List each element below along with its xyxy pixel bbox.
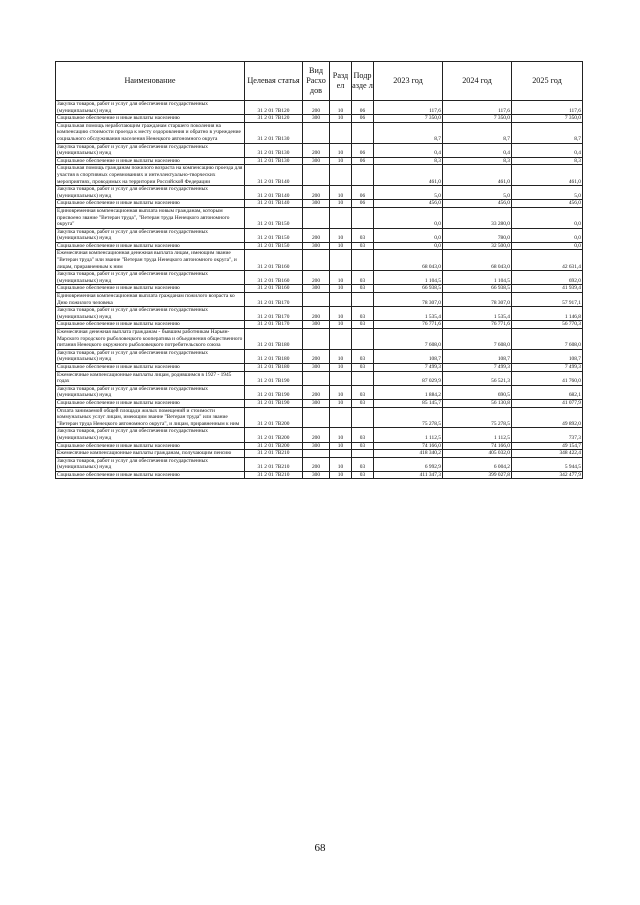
row-name-cell: Социальное обеспечение и иные выплаты населению — [56, 363, 245, 371]
row-target-cell: 31 2 01 7В160 — [245, 271, 303, 285]
row-2024-cell: 68 043,0 — [443, 250, 512, 271]
row-2023-cell: 85 145,7 — [374, 399, 443, 407]
row-name-cell: Закупка товаров, работ и услуг для обеспечения государственных (муниципальных) нужд — [56, 101, 245, 115]
row-razdel-cell: 10 — [330, 363, 352, 371]
row-2024-cell: 1 112,5 — [443, 428, 512, 442]
row-name-cell: Социальное обеспечение и иные выплаты населению — [56, 285, 245, 293]
row-2025-cell: 348 422,4 — [512, 450, 583, 458]
row-vid-cell: 200 — [303, 428, 330, 442]
row-2023-cell: 461,0 — [374, 165, 443, 186]
row-name-cell: Ежемесячная денежная выплата гражданам - бывшим работникам Нарьян-Марского городского рыболовецкого кооператива и объединения общественного питания Ненецкого окружного рыболовецкого потребительского союза — [56, 329, 245, 350]
row-2023-cell: 1 112,5 — [374, 428, 443, 442]
row-2025-cell: 41 939,4 — [512, 285, 583, 293]
table-row — [56, 143, 583, 157]
row-vid-cell: 200 — [303, 101, 330, 115]
row-2023-cell: 8,7 — [374, 122, 443, 143]
row-2025-cell: 737,3 — [512, 428, 583, 442]
header-name: Наименование — [56, 62, 245, 101]
row-razdel-cell: 10 — [330, 242, 352, 250]
row-2023-cell: 1 535,4 — [374, 307, 443, 321]
row-target-cell: 31 2 01 7В150 — [245, 207, 303, 228]
row-2024-cell: 405 032,0 — [443, 450, 512, 458]
table-row — [56, 271, 583, 285]
row-razdel-cell: 10 — [330, 271, 352, 285]
row-target-cell: 31 2 01 7В130 — [245, 143, 303, 157]
row-vid-cell: 300 — [303, 115, 330, 123]
row-vid-cell — [303, 207, 330, 228]
row-target-cell: 31 2 01 7В210 — [245, 450, 303, 458]
row-2025-cell: 117,6 — [512, 101, 583, 115]
table-row — [56, 307, 583, 321]
row-name-cell: Социальное обеспечение и иные выплаты населению — [56, 200, 245, 208]
row-target-cell: 31 2 01 7В170 — [245, 321, 303, 329]
row-podrazdel-cell: 06 — [352, 200, 374, 208]
row-razdel-cell: 10 — [330, 399, 352, 407]
row-razdel-cell — [330, 371, 352, 385]
table-row — [56, 122, 583, 143]
row-vid-cell: 200 — [303, 143, 330, 157]
row-2023-cell: 0,0 — [374, 242, 443, 250]
row-razdel-cell — [330, 207, 352, 228]
row-2023-cell: 411 347,3 — [374, 471, 443, 479]
row-name-cell: Закупка товаров, работ и услуг для обеспечения государственных (муниципальных) нужд — [56, 385, 245, 399]
table-row — [56, 165, 583, 186]
row-2024-cell: 7 499,3 — [443, 363, 512, 371]
row-name-cell: Закупка товаров, работ и услуг для обеспечения государственных (муниципальных) нужд — [56, 428, 245, 442]
table-row — [56, 363, 583, 371]
header-2024: 2024 год — [443, 62, 512, 101]
row-2024-cell: 7 608,0 — [443, 329, 512, 350]
row-2023-cell: 7 608,0 — [374, 329, 443, 350]
row-podrazdel-cell: 03 — [352, 285, 374, 293]
row-vid-cell: 200 — [303, 271, 330, 285]
row-2025-cell: 7 350,0 — [512, 115, 583, 123]
table-row — [56, 399, 583, 407]
table-row — [56, 228, 583, 242]
row-2025-cell: 0,4 — [512, 143, 583, 157]
row-vid-cell: 200 — [303, 349, 330, 363]
row-target-cell: 31 2 01 7В180 — [245, 349, 303, 363]
row-target-cell: 31 2 01 7В120 — [245, 101, 303, 115]
row-target-cell: 31 2 01 7В160 — [245, 285, 303, 293]
row-name-cell: Социальное обеспечение и иные выплаты населению — [56, 442, 245, 450]
header-2025: 2025 год — [512, 62, 583, 101]
row-2024-cell: 76 771,6 — [443, 321, 512, 329]
row-name-cell: Ежемесячная компенсационная денежная выплата лицам, имеющим звание "Ветеран труда" или звание "Ветеран труда Ненецкого автономного округа", и лицам, приравненным к ним — [56, 250, 245, 271]
row-2025-cell: 461,0 — [512, 165, 583, 186]
row-name-cell: Социальное обеспечение и иные выплаты населению — [56, 242, 245, 250]
row-podrazdel-cell: 03 — [352, 242, 374, 250]
row-podrazdel-cell — [352, 407, 374, 428]
row-2024-cell: 56 130,8 — [443, 399, 512, 407]
row-name-cell: Ежемесячные компенсационные выплаты лицам, родившимся в 1927 - 1945 годах — [56, 371, 245, 385]
row-podrazdel-cell — [352, 250, 374, 271]
row-name-cell: Социальное обеспечение и иные выплаты населению — [56, 471, 245, 479]
row-target-cell: 31 2 01 7В160 — [245, 250, 303, 271]
table-row — [56, 428, 583, 442]
row-razdel-cell: 10 — [330, 186, 352, 200]
row-2024-cell: 1 535,4 — [443, 307, 512, 321]
row-vid-cell: 300 — [303, 471, 330, 479]
row-podrazdel-cell — [352, 371, 374, 385]
header-target: Целевая статья — [245, 62, 303, 101]
row-name-cell: Закупка товаров, работ и услуг для обеспечения государственных (муниципальных) нужд — [56, 186, 245, 200]
row-name-cell: Социальная помощь неработающим гражданам старшего поколения на компенсацию стоимости проезда к месту оздоровления и обратно в учреждение социального обслуживания населения Ненецкого автономного округа — [56, 122, 245, 143]
table-row — [56, 321, 583, 329]
row-2023-cell: 117,6 — [374, 101, 443, 115]
row-2023-cell: 76 771,6 — [374, 321, 443, 329]
row-2024-cell: 32 500,0 — [443, 242, 512, 250]
row-razdel-cell — [330, 407, 352, 428]
row-2025-cell: 7 608,0 — [512, 329, 583, 350]
row-razdel-cell: 10 — [330, 228, 352, 242]
row-razdel-cell: 10 — [330, 442, 352, 450]
row-target-cell: 31 2 01 7В190 — [245, 399, 303, 407]
row-2023-cell: 6 992,9 — [374, 457, 443, 471]
row-2023-cell: 0,4 — [374, 143, 443, 157]
table-row — [56, 157, 583, 165]
row-2025-cell: 0,0 — [512, 228, 583, 242]
row-razdel-cell — [330, 250, 352, 271]
row-2023-cell: 75 278,5 — [374, 407, 443, 428]
row-2024-cell: 0,4 — [443, 143, 512, 157]
row-target-cell: 31 2 01 7В190 — [245, 385, 303, 399]
row-2025-cell: 8,7 — [512, 122, 583, 143]
row-2024-cell: 461,0 — [443, 165, 512, 186]
row-razdel-cell: 10 — [330, 428, 352, 442]
row-vid-cell — [303, 293, 330, 307]
row-2023-cell: 68 043,0 — [374, 250, 443, 271]
row-target-cell: 31 2 01 7В140 — [245, 186, 303, 200]
row-podrazdel-cell: 03 — [352, 321, 374, 329]
row-podrazdel-cell: 03 — [352, 228, 374, 242]
row-target-cell: 31 2 01 7В120 — [245, 115, 303, 123]
row-podrazdel-cell — [352, 450, 374, 458]
row-vid-cell — [303, 450, 330, 458]
row-podrazdel-cell: 03 — [352, 307, 374, 321]
row-razdel-cell: 10 — [330, 157, 352, 165]
row-2025-cell: 342 477,9 — [512, 471, 583, 479]
row-2024-cell: 117,6 — [443, 101, 512, 115]
row-name-cell: Закупка товаров, работ и услуг для обеспечения государственных (муниципальных) нужд — [56, 228, 245, 242]
row-razdel-cell: 10 — [330, 115, 352, 123]
row-2025-cell: 56 770,3 — [512, 321, 583, 329]
table-row — [56, 250, 583, 271]
row-razdel-cell: 10 — [330, 307, 352, 321]
row-razdel-cell: 10 — [330, 349, 352, 363]
row-target-cell: 31 2 01 7В170 — [245, 307, 303, 321]
table-row — [56, 442, 583, 450]
row-2025-cell: 49 154,7 — [512, 442, 583, 450]
table-row — [56, 101, 583, 115]
row-name-cell: Закупка товаров, работ и услуг для обеспечения государственных (муниципальных) нужд — [56, 143, 245, 157]
row-2023-cell: 7 499,3 — [374, 363, 443, 371]
row-2025-cell: 456,0 — [512, 200, 583, 208]
table-row — [56, 349, 583, 363]
header-2023: 2023 год — [374, 62, 443, 101]
table-row — [56, 407, 583, 428]
row-vid-cell: 200 — [303, 228, 330, 242]
row-2024-cell: 75 278,5 — [443, 407, 512, 428]
row-vid-cell: 200 — [303, 186, 330, 200]
row-podrazdel-cell — [352, 165, 374, 186]
row-vid-cell: 200 — [303, 307, 330, 321]
row-name-cell: Единовременная компенсационная выплата гражданам пожилого возраста ко Дню пожилого человека — [56, 293, 245, 307]
row-name-cell: Ежемесячные компенсационные выплаты гражданам, получающим пенсию — [56, 450, 245, 458]
table-row — [56, 186, 583, 200]
row-2024-cell: 74 166,0 — [443, 442, 512, 450]
row-vid-cell — [303, 407, 330, 428]
table-row — [56, 115, 583, 123]
row-vid-cell: 300 — [303, 242, 330, 250]
table-header — [56, 62, 583, 101]
row-target-cell: 31 2 01 7В210 — [245, 471, 303, 479]
row-2023-cell: 0,0 — [374, 228, 443, 242]
row-2025-cell: 108,7 — [512, 349, 583, 363]
row-2025-cell: 57 917,1 — [512, 293, 583, 307]
table-row — [56, 200, 583, 208]
row-2023-cell: 8,3 — [374, 157, 443, 165]
header-vid: Вид Расхо дов — [303, 62, 330, 101]
row-2025-cell: 5,0 — [512, 186, 583, 200]
row-razdel-cell: 10 — [330, 457, 352, 471]
row-podrazdel-cell: 06 — [352, 101, 374, 115]
row-target-cell: 31 2 01 7В200 — [245, 442, 303, 450]
row-2024-cell: 5,0 — [443, 186, 512, 200]
row-target-cell: 31 2 01 7В180 — [245, 363, 303, 371]
row-2025-cell: 682,1 — [512, 385, 583, 399]
row-vid-cell — [303, 329, 330, 350]
row-2025-cell: 49 892,0 — [512, 407, 583, 428]
row-vid-cell: 300 — [303, 442, 330, 450]
row-podrazdel-cell: 03 — [352, 428, 374, 442]
row-vid-cell: 300 — [303, 285, 330, 293]
header-razdel: Разд ел — [330, 62, 352, 101]
row-razdel-cell: 10 — [330, 321, 352, 329]
row-2024-cell: 33 280,0 — [443, 207, 512, 228]
row-target-cell: 31 2 01 7В200 — [245, 428, 303, 442]
row-vid-cell — [303, 371, 330, 385]
page-number: 68 — [314, 842, 326, 854]
budget-table — [55, 61, 583, 479]
row-vid-cell: 300 — [303, 321, 330, 329]
row-podrazdel-cell — [352, 293, 374, 307]
row-2024-cell: 78 307,0 — [443, 293, 512, 307]
row-podrazdel-cell: 06 — [352, 143, 374, 157]
table-row — [56, 450, 583, 458]
table-row — [56, 471, 583, 479]
row-vid-cell — [303, 165, 330, 186]
row-2024-cell: 690,5 — [443, 385, 512, 399]
table-row — [56, 242, 583, 250]
row-podrazdel-cell: 06 — [352, 115, 374, 123]
row-2023-cell: 0,0 — [374, 207, 443, 228]
row-vid-cell: 300 — [303, 200, 330, 208]
row-2024-cell: 7 350,0 — [443, 115, 512, 123]
row-podrazdel-cell: 03 — [352, 271, 374, 285]
row-razdel-cell — [330, 122, 352, 143]
row-podrazdel-cell: 06 — [352, 186, 374, 200]
row-2023-cell: 418 340,2 — [374, 450, 443, 458]
table-row — [56, 385, 583, 399]
row-2023-cell: 5,0 — [374, 186, 443, 200]
row-podrazdel-cell — [352, 207, 374, 228]
row-vid-cell: 300 — [303, 157, 330, 165]
row-2023-cell: 7 350,0 — [374, 115, 443, 123]
row-2024-cell: 780,0 — [443, 228, 512, 242]
row-target-cell: 31 2 01 7В140 — [245, 200, 303, 208]
row-2024-cell: 8,7 — [443, 122, 512, 143]
row-name-cell: Социальное обеспечение и иные выплаты населению — [56, 115, 245, 123]
row-name-cell: Социальное обеспечение и иные выплаты населению — [56, 321, 245, 329]
row-podrazdel-cell: 03 — [352, 385, 374, 399]
row-razdel-cell: 10 — [330, 200, 352, 208]
row-2025-cell: 0,0 — [512, 242, 583, 250]
row-target-cell: 31 2 01 7В200 — [245, 407, 303, 428]
row-razdel-cell: 10 — [330, 101, 352, 115]
row-vid-cell: 200 — [303, 457, 330, 471]
row-2023-cell: 74 166,0 — [374, 442, 443, 450]
table-row — [56, 293, 583, 307]
row-2023-cell: 108,7 — [374, 349, 443, 363]
row-2024-cell: 399 027,8 — [443, 471, 512, 479]
row-vid-cell: 200 — [303, 385, 330, 399]
row-podrazdel-cell: 03 — [352, 457, 374, 471]
row-podrazdel-cell: 03 — [352, 363, 374, 371]
row-2025-cell: 7 499,3 — [512, 363, 583, 371]
row-2024-cell: 1 104,5 — [443, 271, 512, 285]
row-razdel-cell — [330, 329, 352, 350]
row-podrazdel-cell — [352, 122, 374, 143]
row-2025-cell: 692,0 — [512, 271, 583, 285]
row-razdel-cell: 10 — [330, 385, 352, 399]
row-name-cell: Оплата занимаемой общей площади жилых помещений и стоимости коммунальных услуг лицам, имеющим звание "Ветеран труда" или звание "Ветеран труда Ненецкого автономного округа", и лицам, приравненным к ним — [56, 407, 245, 428]
row-2025-cell: 41 077,9 — [512, 399, 583, 407]
row-name-cell: Единовременная компенсационная выплата новым гражданам, которым присвоено звание "Ветеран труда", "Ветеран труда Ненецкого автономного округа" — [56, 207, 245, 228]
row-podrazdel-cell: 03 — [352, 399, 374, 407]
row-target-cell: 31 2 01 7В150 — [245, 228, 303, 242]
row-target-cell: 31 2 01 7В170 — [245, 293, 303, 307]
row-name-cell: Социальное обеспечение и иные выплаты населению — [56, 157, 245, 165]
row-target-cell: 31 2 01 7В180 — [245, 329, 303, 350]
row-razdel-cell — [330, 165, 352, 186]
row-razdel-cell: 10 — [330, 471, 352, 479]
table-row — [56, 285, 583, 293]
row-2023-cell: 456,0 — [374, 200, 443, 208]
header-podrazdel: Подр азде л — [352, 62, 374, 101]
row-razdel-cell: 10 — [330, 143, 352, 157]
row-2025-cell: 42 631,4 — [512, 250, 583, 271]
row-vid-cell: 300 — [303, 363, 330, 371]
row-name-cell: Закупка товаров, работ и услуг для обеспечения государственных (муниципальных) нужд — [56, 307, 245, 321]
row-name-cell: Закупка товаров, работ и услуг для обеспечения государственных (муниципальных) нужд — [56, 271, 245, 285]
row-2024-cell: 66 938,5 — [443, 285, 512, 293]
row-podrazdel-cell — [352, 329, 374, 350]
row-name-cell: Закупка товаров, работ и услуг для обеспечения государственных (муниципальных) нужд — [56, 349, 245, 363]
row-name-cell: Закупка товаров, работ и услуг для обеспечения государственных (муниципальных) нужд — [56, 457, 245, 471]
row-target-cell: 31 2 01 7В140 — [245, 165, 303, 186]
row-target-cell: 31 2 01 7В150 — [245, 242, 303, 250]
row-2024-cell: 56 521,3 — [443, 371, 512, 385]
row-target-cell: 31 2 01 7В130 — [245, 122, 303, 143]
row-target-cell: 31 2 01 7В130 — [245, 157, 303, 165]
table-row — [56, 371, 583, 385]
table-body — [56, 101, 583, 479]
row-razdel-cell — [330, 293, 352, 307]
row-2023-cell: 87 029,9 — [374, 371, 443, 385]
table-row — [56, 329, 583, 350]
row-podrazdel-cell: 03 — [352, 442, 374, 450]
row-2024-cell: 6 004,2 — [443, 457, 512, 471]
row-2025-cell: 5 944,5 — [512, 457, 583, 471]
table-row — [56, 457, 583, 471]
row-name-cell: Социальное обеспечение и иные выплаты населению — [56, 399, 245, 407]
row-2023-cell: 1 884,2 — [374, 385, 443, 399]
row-target-cell: 31 2 01 7В210 — [245, 457, 303, 471]
row-2024-cell: 8,3 — [443, 157, 512, 165]
row-2023-cell: 78 307,0 — [374, 293, 443, 307]
row-2023-cell: 66 938,5 — [374, 285, 443, 293]
row-vid-cell — [303, 250, 330, 271]
row-vid-cell — [303, 122, 330, 143]
row-2025-cell: 1 146,8 — [512, 307, 583, 321]
table-row — [56, 207, 583, 228]
row-razdel-cell: 10 — [330, 285, 352, 293]
row-target-cell: 31 2 01 7В190 — [245, 371, 303, 385]
row-podrazdel-cell: 03 — [352, 349, 374, 363]
row-2024-cell: 108,7 — [443, 349, 512, 363]
row-razdel-cell — [330, 450, 352, 458]
row-2024-cell: 456,0 — [443, 200, 512, 208]
row-name-cell: Социальная помощь гражданам пожилого возраста на компенсацию проезда для участия в спортивных соревнованиях и интеллектуально-творческих мероприятиях, проводимых на территории Российской Федерации — [56, 165, 245, 186]
row-2025-cell: 8,3 — [512, 157, 583, 165]
row-vid-cell: 300 — [303, 399, 330, 407]
row-2025-cell: 41 760,0 — [512, 371, 583, 385]
row-2025-cell: 0,0 — [512, 207, 583, 228]
row-podrazdel-cell: 06 — [352, 157, 374, 165]
row-podrazdel-cell: 03 — [352, 471, 374, 479]
row-2023-cell: 1 104,5 — [374, 271, 443, 285]
